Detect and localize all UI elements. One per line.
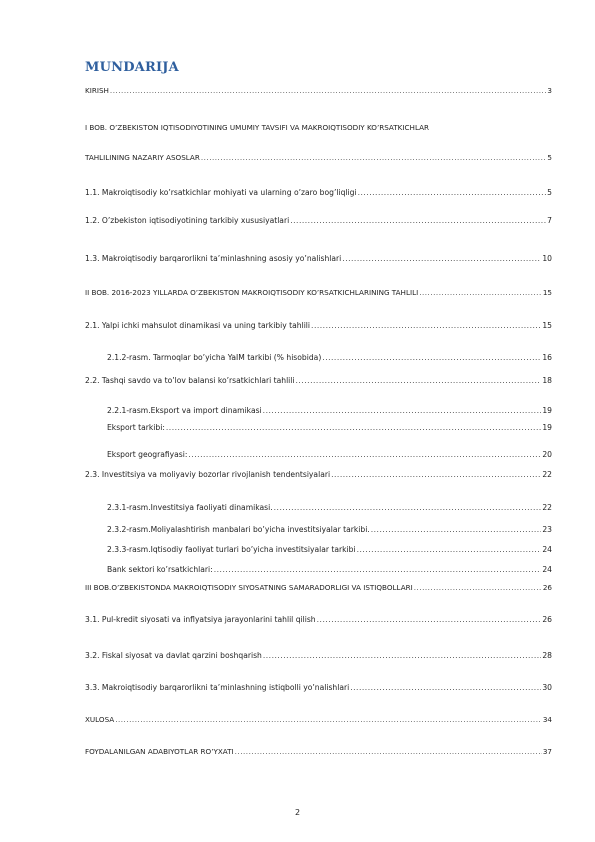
- toc-leader-dots: [110, 86, 547, 95]
- toc-entry-label: KIRISH: [85, 86, 109, 95]
- toc-leader-dots: [296, 376, 542, 385]
- toc-leader-dots: [414, 583, 542, 592]
- toc-entry-label: 2.3.3-rasm.Iqtisodiy faoliyat turlari bo’yicha investitsiyalar tarkibi: [107, 545, 356, 554]
- toc-entry-kirish[interactable]: [85, 83, 552, 95]
- toc-entry-page: 20: [542, 450, 552, 459]
- toc-entry-label: 2.1.2-rasm. Tarmoqlar bo’yicha YaIM tarkibi (% hisobida): [107, 353, 322, 362]
- toc-entry-chapter-1-line1[interactable]: I BOB. O’ZBEKISTON IQTISODIYOTINING UMUMIY TAVSIFI VA MAKROIQTISODIY KO’RSATKICHLAR: [85, 123, 430, 132]
- toc-leader-dots: [371, 525, 542, 534]
- toc-entry-2-2[interactable]: [85, 373, 552, 385]
- toc-leader-dots: [263, 651, 541, 660]
- toc-entry-label: 1.1. Makroiqtisodiy ko’rsatkichlar mohiyati va ularning o’zaro bog’liqligi: [85, 188, 357, 197]
- toc-entry-chapter-2[interactable]: [85, 285, 552, 297]
- toc-leader-dots: [235, 747, 542, 756]
- toc-entry-label: 1.3. Makroiqtisodiy barqarorlikni ta’minlashning asosiy yo’nalishlari: [85, 254, 342, 263]
- toc-leader-dots: [214, 565, 542, 574]
- toc-leader-dots: [322, 353, 541, 362]
- toc-entry-1-3[interactable]: [85, 251, 552, 263]
- toc-entry-page: 10: [542, 254, 552, 263]
- toc-entry-3-2[interactable]: [85, 648, 552, 660]
- toc-entry-figure-2-2-1[interactable]: [107, 403, 552, 415]
- toc-entry-3-3[interactable]: [85, 680, 552, 692]
- toc-entry-export-geography[interactable]: [107, 447, 552, 459]
- toc-entry-figure-2-3-3[interactable]: [107, 542, 552, 554]
- toc-entry-page: 22: [542, 470, 552, 479]
- toc-leader-dots: [263, 406, 542, 415]
- toc-entry-label: 2.3.2-rasm.Moliyalashtirish manbalari bo’yicha investitsiyalar tarkibi.: [107, 525, 370, 534]
- toc-entry-label: FOYDALANILGAN ADABIYOTLAR RO’YXATI: [85, 747, 234, 756]
- toc-leader-dots: [419, 288, 542, 297]
- toc-entry-label: 3.2. Fiskal siyosat va davlat qarzini boshqarish: [85, 651, 262, 660]
- toc-entry-page: 7: [547, 216, 552, 225]
- toc-entry-page: 19: [542, 423, 552, 432]
- toc-entry-page: 37: [542, 747, 552, 756]
- toc-entry-page: 5: [547, 153, 552, 162]
- toc-entry-3-1[interactable]: [85, 612, 552, 624]
- toc-title: MUNDARIJA: [85, 60, 179, 75]
- toc-entry-label: 2.3.1-rasm.Investitsiya faoliyati dinamikasi.: [107, 503, 273, 512]
- toc-leader-dots: [342, 254, 541, 263]
- toc-entry-page: 15: [542, 321, 552, 330]
- toc-entry-label: Eksport tarkibi:: [107, 423, 165, 432]
- toc-entry-page: 5: [547, 188, 552, 197]
- toc-leader-dots: [166, 423, 541, 432]
- toc-entry-page: 22: [542, 503, 552, 512]
- toc-entry-2-1[interactable]: [85, 318, 552, 330]
- toc-entry-references[interactable]: [85, 744, 552, 756]
- toc-entry-label: XULOSA: [85, 715, 115, 724]
- toc-entry-label: 3.3. Makroiqtisodiy barqarorlikni ta’minlashning istiqbolli yo’nalishlari: [85, 683, 350, 692]
- toc-entry-page: 26: [542, 583, 552, 592]
- toc-leader-dots: [311, 321, 541, 330]
- toc-leader-dots: [290, 216, 546, 225]
- toc-entry-export-structure[interactable]: [107, 420, 552, 432]
- toc-entry-1-1[interactable]: [85, 185, 552, 197]
- toc-entry-page: 34: [542, 715, 552, 724]
- toc-leader-dots: [357, 545, 542, 554]
- toc-entry-page: 24: [542, 565, 552, 574]
- toc-leader-dots: [201, 153, 547, 162]
- page-number: 2: [294, 808, 301, 817]
- toc-leader-dots: [350, 683, 541, 692]
- toc-entry-conclusion[interactable]: [85, 712, 552, 724]
- toc-entry-label: 1.2. O’zbekiston iqtisodiyotining tarkibiy xususiyatlari: [85, 216, 290, 225]
- toc-entry-page: 23: [542, 525, 552, 534]
- toc-entry-page: 16: [542, 353, 552, 362]
- toc-entry-bank-sector[interactable]: [107, 562, 552, 574]
- toc-entry-page: 28: [542, 651, 552, 660]
- toc-entry-label: Eksport geografiyasi:: [107, 450, 188, 459]
- toc-entry-chapter-3[interactable]: [85, 580, 552, 592]
- toc-entry-page: 30: [542, 683, 552, 692]
- toc-entry-figure-2-1-2[interactable]: [107, 350, 552, 362]
- toc-entry-label: 2.2.1-rasm.Eksport va import dinamikasi: [107, 406, 262, 415]
- toc-entry-label: II BOB. 2016-2023 YILLARDA O’ZBEKISTON MAKROIQTISODIY KO’RSATKICHLARINING TAHLILI: [85, 288, 419, 297]
- toc-entry-label: TAHLILINING NAZARIY ASOSLAR: [85, 153, 200, 162]
- toc-leader-dots: [358, 188, 547, 197]
- toc-entry-label: Bank sektori ko’rsatkichlari:: [107, 565, 213, 574]
- toc-entry-label: 3.1. Pul-kredit siyosati va inflyatsiya jarayonlarini tahlil qilish: [85, 615, 316, 624]
- toc-entry-figure-2-3-1[interactable]: [107, 500, 552, 512]
- toc-leader-dots: [115, 715, 542, 724]
- toc-entry-chapter-1[interactable]: [85, 150, 552, 162]
- toc-entry-label: 2.1. Yalpi ichki mahsulot dinamikasi va uning tarkibiy tahlili: [85, 321, 311, 330]
- toc-entry-page: 19: [542, 406, 552, 415]
- toc-entry-page: 24: [542, 545, 552, 554]
- toc-leader-dots: [317, 615, 542, 624]
- toc-entry-page: 15: [542, 288, 552, 297]
- toc-leader-dots: [188, 450, 541, 459]
- toc-entry-page: 18: [542, 376, 552, 385]
- toc-entry-page: 3: [547, 86, 552, 95]
- toc-entry-label: III BOB.O’ZBEKISTONDA MAKROIQTISODIY SIYOSATNING SAMARADORLIGI VA ISTIQBOLLARI: [85, 583, 413, 592]
- toc-entry-1-2[interactable]: [85, 213, 552, 225]
- toc-entry-figure-2-3-2[interactable]: [107, 522, 552, 534]
- toc-entry-label: 2.2. Tashqi savdo va to’lov balansi ko’rsatkichlari tahlili: [85, 376, 295, 385]
- toc-entry-label: 2.3. Investitsiya va moliyaviy bozorlar rivojlanish tendentsiyalari: [85, 470, 331, 479]
- toc-leader-dots: [331, 470, 541, 479]
- toc-entry-2-3[interactable]: [85, 467, 552, 479]
- toc-entry-page: 26: [542, 615, 552, 624]
- toc-leader-dots: [274, 503, 542, 512]
